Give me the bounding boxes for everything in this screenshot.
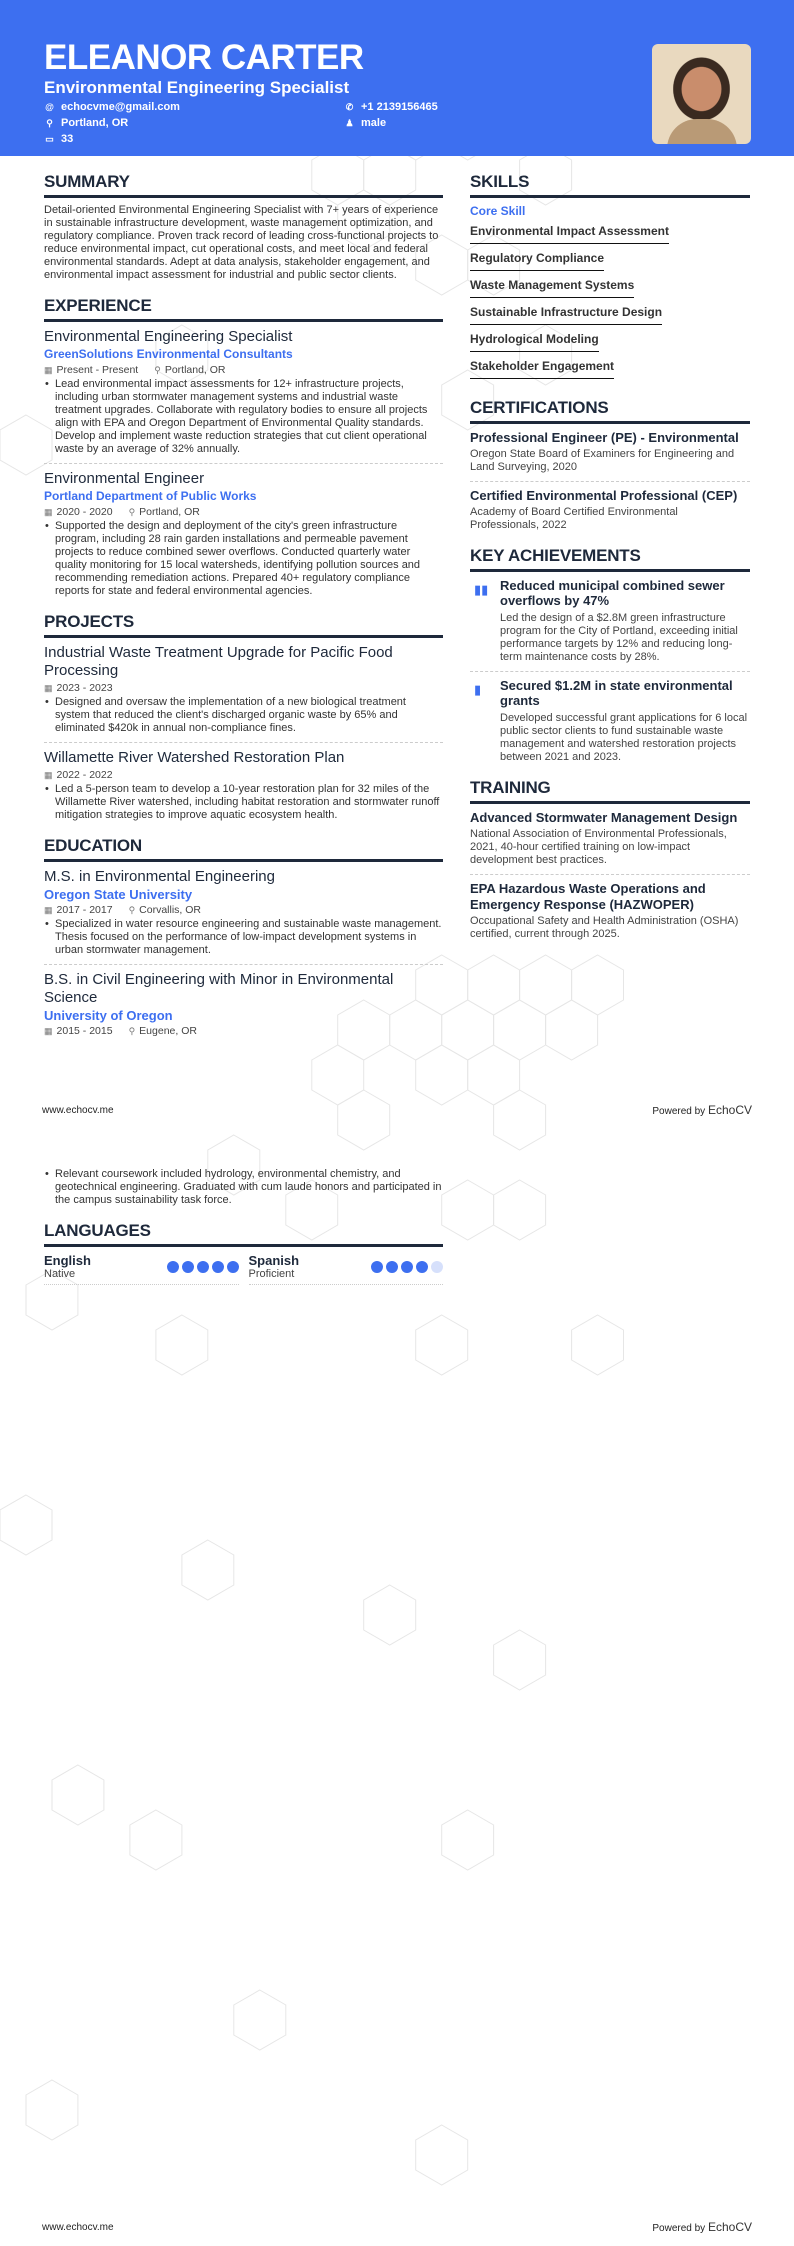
contact-age (45, 133, 73, 146)
language-item (249, 1253, 444, 1285)
footer-powered (652, 1103, 752, 1119)
hexagon-shape (416, 1045, 468, 1105)
age-text: 33 (61, 133, 74, 145)
company-name: GreenSolutions Environmental Consultants (44, 347, 293, 361)
calendar-icon: ▦ (44, 683, 53, 693)
language-rating (167, 1261, 239, 1273)
contact-email (45, 101, 180, 114)
hexagon-shape (468, 955, 520, 1015)
location-pin-icon: ⚲ (128, 507, 136, 517)
hexagon-shape (416, 2125, 468, 2185)
language-name: English (44, 1253, 91, 1268)
contact-phone (345, 101, 438, 114)
document-icon: ▮ (474, 682, 482, 697)
job-meta (44, 364, 443, 377)
rating-dot (182, 1261, 194, 1273)
rating-dot (401, 1261, 413, 1273)
project-bullet: • Designed and oversaw the implementation of a new biological treatment system that reduced the client's discharged organic waste by 65% and eliminated $420k in annual non-compliance fines. (44, 696, 443, 735)
rating-dot (212, 1261, 224, 1273)
rating-dot (167, 1261, 179, 1273)
job-bullet: • Lead environmental impact assessments for 12+ infrastructure projects, including urban stormwater management systems and industrial waste treatment upgrades. Collaborate with regulatory bodies to ensure all projects align with EPA and Oregon Department of Environmental Quality standards. Develop and implement waste reduction strategies that cut client operational waste by an average of 32% annually. (44, 378, 443, 456)
degree: M.S. in Environmental Engineering (44, 868, 275, 885)
phone-icon: ✆ (345, 102, 354, 112)
brand-logo: EchoCV (707, 2220, 752, 2234)
divider (470, 671, 750, 672)
divider (44, 463, 443, 464)
company-name: Portland Department of Public Works (44, 489, 257, 503)
hexagon-shape (0, 1495, 52, 1555)
hexagon-shape (130, 1810, 182, 1870)
hexagon-shape (364, 1585, 416, 1645)
contact-gender (345, 117, 386, 130)
location-text: Portland, OR (61, 117, 129, 129)
hexagon-shape (416, 1315, 468, 1375)
hexagon-shape (494, 1630, 546, 1690)
achievement-item (470, 678, 750, 764)
achievement-desc: Developed successful grant applications for 6 local public sector clients to fund sustainable waste management and watershed restoration projects between 2021 and 2023. (500, 712, 748, 763)
achievement-item (470, 578, 750, 664)
project-item (44, 644, 443, 735)
hexagon-shape (182, 1540, 234, 1600)
project-meta (44, 769, 443, 782)
skill-item: Waste Management Systems (470, 278, 634, 298)
job-location: Portland, OR (139, 506, 200, 518)
job-dates: 2020 - 2020 (56, 506, 113, 518)
certification-title: Certified Environmental Professional (CEP) (470, 488, 738, 503)
divider (470, 874, 750, 875)
section-heading: EDUCATION (44, 836, 443, 862)
project-bullet: • Led a 5-person team to develop a 10-year restoration plan for 32 miles of the Willamette River watershed, including habitat restoration and stormwater runoff mitigation strategies to improve aquatic ecosystem health. (44, 783, 443, 822)
rating-dot (371, 1261, 383, 1273)
hexagon-shape (442, 1810, 494, 1870)
project-dates: 2023 - 2023 (56, 682, 113, 694)
school-name: Oregon State University (44, 887, 193, 902)
education-item (44, 971, 443, 1038)
education-location: Corvallis, OR (139, 904, 202, 916)
projects-section (44, 612, 443, 822)
phone-text: +1 2139156465 (361, 101, 438, 113)
project-title: Industrial Waste Treatment Upgrade for Pacific Food Processing (44, 644, 393, 679)
hexagon-shape (442, 1180, 494, 1240)
email-text: echocvme@gmail.com (61, 101, 180, 113)
calendar-icon: ▦ (44, 770, 53, 780)
gender-text: male (361, 117, 387, 129)
education-section (44, 836, 443, 1038)
project-meta (44, 682, 443, 695)
section-heading: PROJECTS (44, 612, 443, 638)
education-bullet: • Specialized in water resource engineering and sustainable waste management. Thesis focused on the performance of low-impact development systems in urban stormwater management. (44, 918, 443, 957)
hexagon-shape (520, 955, 572, 1015)
education-dates: 2015 - 2015 (56, 1025, 113, 1037)
summary-text: Detail-oriented Environmental Engineering Specialist with 7+ years of experience in sustainable infrastructure development, waste management optimization, and regulatory compliance. Proven track record of leading cross-functional projects to reduce environmental impact, cut operational costs, and meet local and federal environmental standards. Adept at data analysis, stakeholder engagement, and environmental impact assessment for industrial and public sector clients. (44, 204, 439, 281)
resume-header (0, 0, 794, 156)
location-pin-icon: ⚲ (154, 365, 161, 375)
rating-dot (431, 1261, 443, 1273)
book-icon: ▮▮ (474, 582, 489, 597)
project-item (44, 749, 443, 822)
training-title: EPA Hazardous Waste Operations and Emergency Response (HAZWOPER) (470, 881, 706, 912)
achievement-title: Reduced municipal combined sewer overflows by 47% (500, 578, 725, 608)
divider (44, 964, 443, 965)
experience-item (44, 328, 443, 456)
hexagon-shape (494, 1000, 546, 1060)
skill-item: Sustainable Infrastructure Design (470, 305, 662, 325)
powered-by-text: Powered by (652, 2223, 706, 2234)
experience-item (44, 470, 443, 598)
skill-group-label: Core Skill (470, 204, 526, 218)
candidate-name: ELEANOR CARTER (44, 38, 364, 77)
certification-title: Professional Engineer (PE) - Environmental (470, 430, 739, 445)
training-desc: National Association of Environmental Professionals, 2021, 40-hour certified training on low-impact development best practices. (470, 828, 727, 866)
contact-location (45, 117, 128, 130)
project-dates: 2022 - 2022 (56, 769, 113, 781)
job-title: Environmental Engineer (44, 470, 205, 487)
skill-item: Regulatory Compliance (470, 251, 604, 271)
rating-dot (197, 1261, 209, 1273)
hexagon-shape (156, 1315, 208, 1375)
page2-left-column (44, 1168, 443, 1285)
calendar-icon: ▭ (45, 134, 54, 144)
calendar-icon: ▦ (44, 365, 53, 375)
certifications-section (470, 398, 750, 532)
experience-section (44, 296, 443, 598)
language-rating (371, 1261, 443, 1273)
education-continued (44, 1168, 443, 1207)
skill-item: Environmental Impact Assessment (470, 224, 669, 244)
calendar-icon: ▦ (44, 507, 53, 517)
location-pin-icon: ⚲ (128, 1026, 136, 1036)
section-heading: SUMMARY (44, 172, 443, 198)
rating-dot (416, 1261, 428, 1273)
job-bullet: • Supported the design and deployment of the city's green infrastructure program, including 28 rain garden installations and permeable pavement projects to reduce combined sewer overflows. Conducted quarterly water quality monitoring for 15 local watersheds, identifying pollution sources and recommending remediation actions. Prepared 40+ regulatory compliance reports for state and federal environmental agencies. (44, 520, 443, 598)
language-name: Spanish (248, 1253, 300, 1268)
languages-section (44, 1221, 443, 1285)
education-location: Eugene, OR (139, 1025, 197, 1037)
achievement-title: Secured $1.2M in state environmental grants (500, 678, 733, 708)
rating-dot (386, 1261, 398, 1273)
divider (470, 481, 750, 482)
education-bullet: • Relevant coursework included hydrology, environmental chemistry, and geotechnical engineering. Graduated with cum laude honors and participated in the campus sustainability task force. (44, 1168, 443, 1207)
hexagon-shape (234, 1990, 286, 2050)
skill-item: Stakeholder Engagement (470, 359, 614, 379)
section-heading: CERTIFICATIONS (470, 398, 750, 424)
certification-desc: Academy of Board Certified Environmental Professionals, 2022 (470, 506, 678, 531)
hexagon-shape (494, 1180, 546, 1240)
section-heading: EXPERIENCE (44, 296, 443, 322)
training-desc: Occupational Safety and Health Administration (OSHA) certified, current through 2025. (470, 915, 739, 940)
skills-section (470, 172, 750, 384)
school-name: University of Oregon (44, 1008, 173, 1023)
education-item (44, 868, 443, 957)
right-column (470, 172, 750, 941)
training-title: Advanced Stormwater Management Design (470, 810, 738, 825)
footer-powered (652, 2220, 752, 2236)
hexagon-shape (52, 1765, 104, 1825)
summary-section (44, 172, 443, 282)
hexagon-shape (312, 1045, 364, 1105)
skill-item: Hydrological Modeling (470, 332, 599, 352)
hexagon-shape (338, 1090, 390, 1150)
calendar-icon: ▦ (44, 1026, 53, 1036)
certification-desc: Oregon State Board of Examiners for Engineering and Land Surveying, 2020 (470, 448, 735, 473)
job-title: Environmental Engineering Specialist (44, 328, 293, 345)
achievements-section (470, 546, 750, 764)
education-meta (44, 904, 443, 917)
person-icon: ♟ (345, 118, 354, 128)
rating-dot (227, 1261, 239, 1273)
education-dates: 2017 - 2017 (56, 904, 113, 916)
powered-by-text: Powered by (652, 1106, 706, 1117)
hexagon-shape (468, 1045, 520, 1105)
hexagon-shape (442, 1000, 494, 1060)
footer-site[interactable]: www.echocv.me (42, 2222, 114, 2233)
hexagon-shape (572, 1315, 624, 1375)
hexagon-shape (494, 1090, 546, 1150)
training-section (470, 778, 750, 941)
degree: B.S. in Civil Engineering with Minor in Environmental Science (44, 971, 394, 1006)
project-title: Willamette River Watershed Restoration Plan (44, 749, 345, 766)
location-pin-icon: ⚲ (46, 118, 53, 128)
education-meta (44, 1025, 443, 1038)
calendar-icon: ▦ (44, 905, 53, 915)
brand-logo: EchoCV (707, 1103, 752, 1117)
section-heading: KEY ACHIEVEMENTS (470, 546, 750, 572)
location-pin-icon: ⚲ (128, 905, 136, 915)
section-heading: LANGUAGES (44, 1221, 443, 1247)
section-heading: TRAINING (470, 778, 750, 804)
hexagon-shape (26, 2080, 78, 2140)
achievement-desc: Led the design of a $2.8M green infrastructure program for the City of Portland, exceeding initial performance targets by 12% and reducing long-term maintenance costs by 28%. (500, 612, 738, 663)
hexagon-shape (546, 1000, 598, 1060)
candidate-title: Environmental Engineering Specialist (44, 78, 350, 97)
language-level: Native (44, 1268, 76, 1280)
divider (44, 742, 443, 743)
footer-site[interactable]: www.echocv.me (42, 1105, 114, 1116)
section-heading: SKILLS (470, 172, 750, 198)
left-column (44, 172, 443, 1039)
job-meta (44, 506, 443, 519)
profile-photo (652, 44, 751, 144)
language-level: Proficient (248, 1268, 295, 1280)
language-item (44, 1253, 239, 1285)
job-dates: Present - Present (56, 364, 139, 376)
at-icon: @ (45, 102, 54, 112)
job-location: Portland, OR (164, 364, 226, 376)
hexagon-shape (572, 955, 624, 1015)
